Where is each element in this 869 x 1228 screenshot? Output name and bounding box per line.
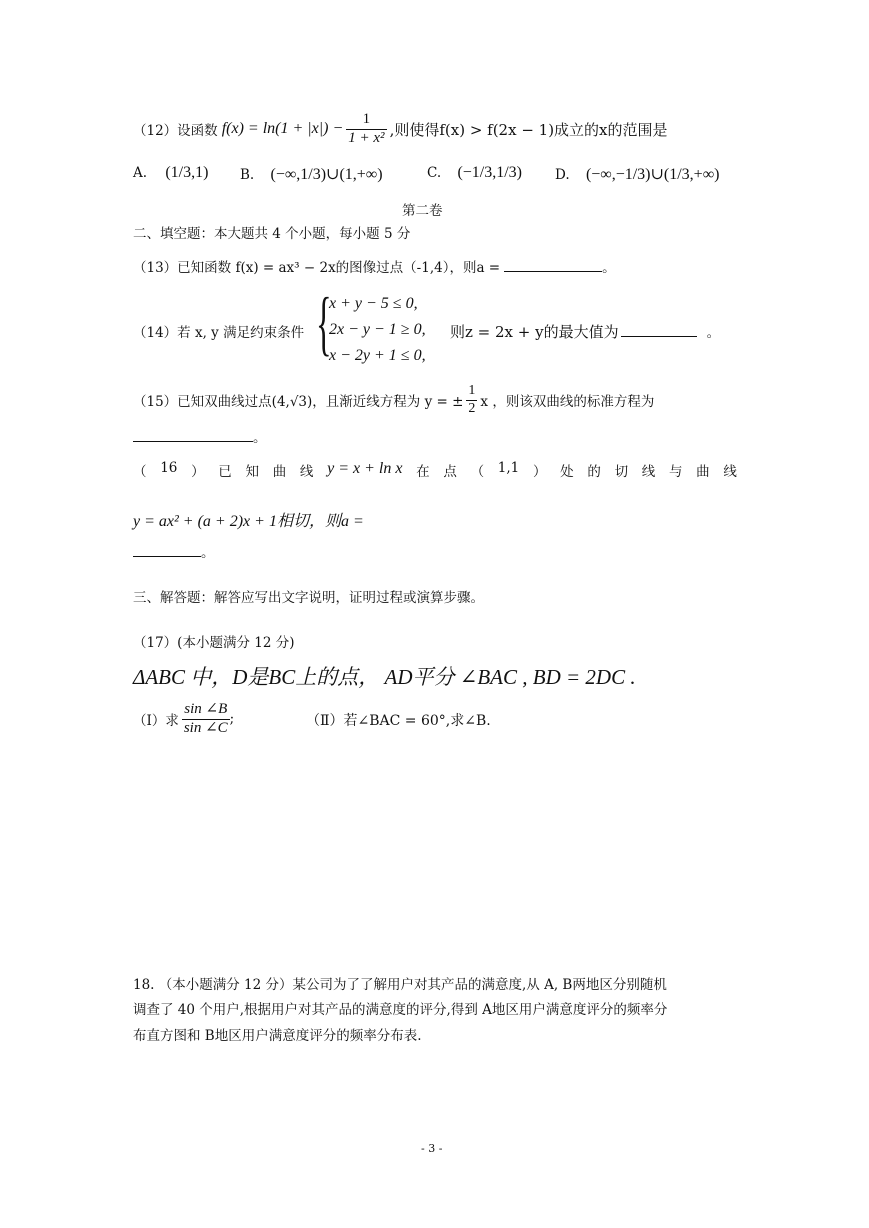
q16-curve: y = x + ln x	[327, 460, 403, 477]
q13-answer-blank[interactable]	[504, 257, 602, 272]
q15-fraction: $\frac{1}{2}$	[468, 382, 476, 416]
question-13: （13）已知函数 f(x) = ax³ − 2x的图像过点（-1,4），则a = 。	[133, 256, 616, 276]
q14-constraint-3: x − 2y + 1 ≤ 0,	[329, 347, 426, 364]
q18-line-3: 布直方图和 B地区用户满意度评分的频率分布表.	[133, 1028, 422, 1044]
q14-pre: （14）若 x, y 满足约束条件	[133, 325, 305, 341]
q12-option-d: D. (−∞,−1/3)∪(1/3,+∞)	[555, 166, 720, 183]
question-15: （15）已知双曲线过点(4,√3)，且渐近线方程为 y = ± $\frac{1}{2}$ x ，则该双曲线的标准方程为	[133, 382, 655, 416]
q15-answer-line: 。	[133, 426, 267, 446]
section-3-heading: 三、解答题：解答应写出文字说明，证明过程或演算步骤。	[133, 590, 484, 606]
q14-constraint-1: x + y − 5 ≤ 0,	[329, 295, 418, 312]
part-2-title: 第二卷	[402, 203, 443, 219]
q14-constraint-2: 2x − y − 1 ≥ 0,	[329, 321, 426, 338]
q18-line-1: 18. （本小题满分 12 分）某公司为了了解用户对其产品的满意度,从 A, B两地区分别随机	[133, 977, 667, 993]
q17-fraction: $\frac{\sin \angle B}{\sin \angle C}$	[183, 700, 228, 736]
question-14: （14）若 x, y 满足约束条件 { x + y − 5 ≤ 0, 2x − y − 1 ≥ 0, x − 2y + 1 ≤ 0, 则z = 2x + y的最大值为 。	[133, 293, 753, 369]
q17-statement: ΔABC 中，D是BC上的点， AD平分 ∠BAC , BD = 2DC .	[133, 665, 636, 689]
question-12	[133, 108, 668, 150]
q14-answer-blank[interactable]	[621, 322, 697, 337]
q16-answer-blank[interactable]	[133, 542, 201, 557]
q12-rest: ,则使得f(x) > f(2x − 1)成立的x的范围是	[389, 120, 668, 139]
q12-function: f(x) = ln(1 + |x|) −	[221, 120, 344, 137]
q18-line-2: 调查了 40 个用户,根据用户对其产品的满意度的评分,得到 A地区用户满意度评分的频率分	[133, 1002, 668, 1018]
q12-option-a: A. (1/3,1)	[133, 164, 209, 181]
q17-label: （17）(本小题满分 12 分)	[133, 635, 295, 651]
question-16-line-1: （ 16 ） 已 知 曲 线 y = x + ln x 在 点 （ 1,1 ） 处 的 切 线 与 曲 线	[133, 460, 737, 480]
q17-part-2: （Ⅱ）若∠BAC = 60°,求∠B.	[306, 713, 491, 729]
q14-post: 则z = 2x + y的最大值为	[450, 323, 619, 341]
q15-answer-blank[interactable]	[133, 427, 253, 442]
q12-option-c: C. (−1/3,1/3)	[427, 164, 523, 181]
q12-fraction: $\frac{1}{\text{1 + x²}}$	[348, 110, 385, 146]
section-2-heading: 二、填空题：本大题共 4 个小题，每小题 5 分	[133, 226, 411, 242]
question-16-line-2: y = ax² + (a + 2)x + 1相切，则a =	[133, 513, 364, 530]
page-number: - 3 -	[421, 1142, 443, 1155]
q12-option-b: B. (−∞,1/3)∪(1,+∞)	[240, 166, 383, 183]
q14-brace: {	[316, 283, 332, 363]
q17-part-1: （Ⅰ）求 $\frac{\sin \angle B}{\sin \angle C}$ ;	[133, 700, 235, 736]
q16-answer-line: 。	[133, 541, 215, 561]
q12-label: （12）设函数	[133, 123, 218, 139]
